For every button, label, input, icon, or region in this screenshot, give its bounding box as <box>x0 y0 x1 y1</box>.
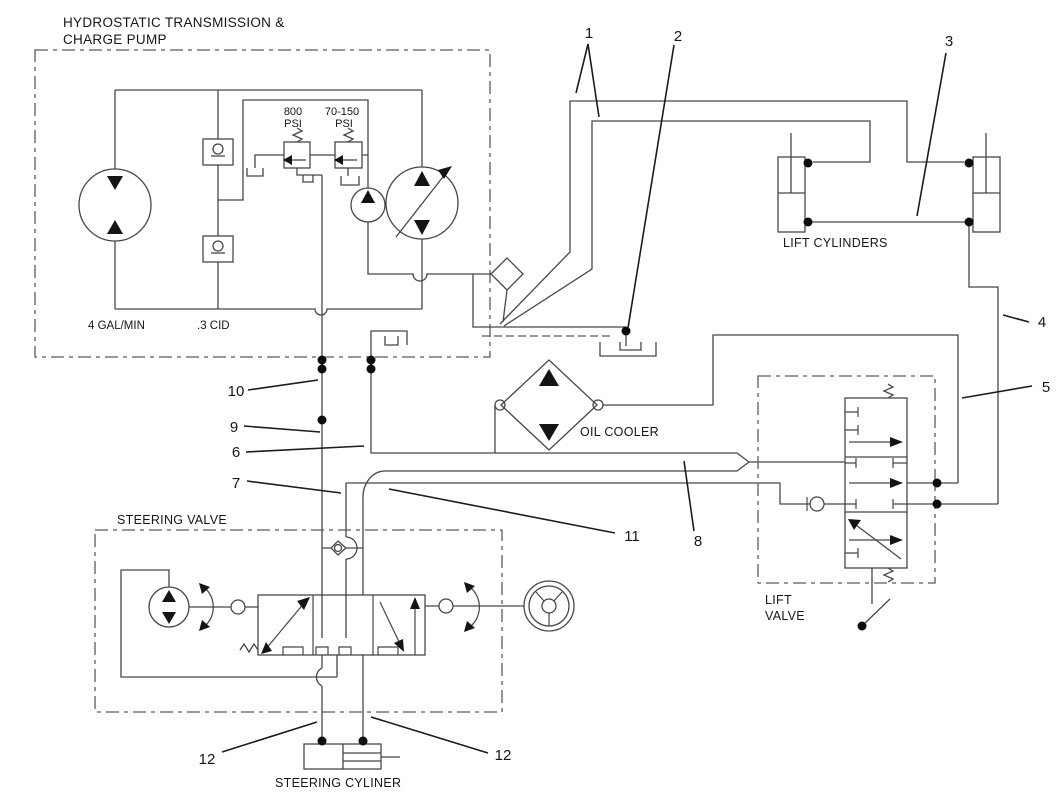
oil-cooler-label: OIL COOLER <box>580 425 659 439</box>
relief1-unit: PSI <box>284 118 302 130</box>
flow-arrow-icon <box>890 437 903 447</box>
spring-icon <box>293 128 302 142</box>
steering-wheel-spokes <box>536 592 562 626</box>
variable-displacement-pump <box>386 90 458 309</box>
leader-2 <box>628 45 674 328</box>
check-valve-icon <box>810 497 824 511</box>
spring-icon <box>240 644 258 652</box>
mid-pipes <box>322 175 845 638</box>
flow-arrow-icon <box>410 597 420 609</box>
junction-dot <box>804 159 813 168</box>
callout-8: 8 <box>693 533 703 550</box>
pump-triangle-icon <box>162 612 176 624</box>
feedback-loop-line <box>121 570 337 677</box>
relief1-pressure: 800 <box>283 106 303 118</box>
check-ball-icon <box>213 144 223 154</box>
cooler-triangle-icon <box>539 424 559 441</box>
lift-valve-label-line2: VALVE <box>765 609 805 623</box>
hose-line-1b <box>504 121 870 326</box>
variable-arrow-icon <box>438 166 452 179</box>
relief2-pressure: 70-150 <box>324 106 360 118</box>
callout-10: 10 <box>227 383 245 400</box>
callout-6: 6 <box>231 444 241 461</box>
junction-dot <box>318 737 327 746</box>
relief-valve-icon <box>284 142 310 168</box>
charge-pump-outlet-line <box>368 222 491 281</box>
rotation-arrowhead-icon <box>464 621 475 632</box>
filter-manifold <box>473 258 656 356</box>
callout-3: 3 <box>944 33 954 50</box>
pipe-line-7 <box>346 483 357 638</box>
callout-11: 11 <box>624 528 640 545</box>
flow-arrow-icon <box>394 639 404 652</box>
motor-triangle-icon <box>107 176 123 190</box>
callout-7: 7 <box>231 475 241 492</box>
pump-triangle-icon <box>414 220 430 235</box>
leader-1b <box>588 44 599 117</box>
junction-dot <box>318 356 327 365</box>
lift-valve-label-line1: LIFT <box>765 593 792 607</box>
junction-dot <box>804 218 813 227</box>
quick-disconnect-icon <box>600 342 656 356</box>
check-valve-icon <box>203 139 233 165</box>
leader-9 <box>244 426 320 432</box>
transmission-title-line1: HYDROSTATIC TRANSMISSION & <box>63 15 285 30</box>
leader-10 <box>248 380 318 390</box>
flow-arrow-icon <box>848 519 861 530</box>
junction-dot <box>318 365 327 374</box>
oil-cooler <box>495 335 958 483</box>
cylinder-piston <box>343 744 400 769</box>
drain-tank-icon <box>247 155 284 176</box>
junction-dot <box>318 416 327 425</box>
lift-valve <box>758 376 998 626</box>
junction-dot <box>965 218 974 227</box>
loop-bottom-line <box>115 309 422 315</box>
drain-bracket-icon <box>297 168 322 182</box>
junction-dot <box>933 500 942 509</box>
leader-6 <box>246 446 364 452</box>
relief-valve-icon <box>335 142 362 168</box>
leader-12-right <box>371 717 488 753</box>
valve-port-marks <box>283 647 398 655</box>
callout-numbers <box>199 25 1051 768</box>
cylinder-feed-line <box>316 655 322 741</box>
steering-valve-label: STEERING VALVE <box>117 513 228 527</box>
junction-dot <box>933 479 942 488</box>
leader-11 <box>389 489 615 533</box>
leader-4 <box>1003 315 1029 322</box>
spring-icon <box>884 384 893 398</box>
transmission-loop <box>115 90 422 315</box>
steering-cylinder <box>275 744 401 790</box>
flow-arrow-icon <box>297 597 310 610</box>
steering-wheel-hub <box>542 599 556 613</box>
callout-9: 9 <box>229 419 239 436</box>
inline-check-icon <box>331 541 346 555</box>
pump-displacement-label: .3 CID <box>197 320 230 332</box>
flow-arrow-icon <box>890 478 903 488</box>
leader-7 <box>247 481 341 493</box>
hose-line-1a <box>500 101 964 324</box>
junction-dot <box>858 622 867 631</box>
pipe-line-11 <box>363 462 749 595</box>
cooler-port-icon <box>593 400 603 410</box>
rotation-arrow-icon <box>470 587 479 627</box>
leader-1a <box>576 44 588 93</box>
junction-dot <box>367 365 376 374</box>
lift-cylinders <box>778 133 1000 250</box>
joint-circle-icon <box>231 600 245 614</box>
junction-dot <box>359 737 368 746</box>
junction-dot <box>367 356 376 365</box>
cooler-port-icon <box>495 400 505 410</box>
callout-12-left: 12 <box>198 751 216 768</box>
lever-icon <box>862 568 890 626</box>
pump-triangle-icon <box>414 171 430 186</box>
charge-pump-flow-label: 4 GAL/MIN <box>88 320 145 332</box>
spring-icon <box>884 568 893 582</box>
steering-cylinder-label: STEERING CYLINER <box>275 776 402 790</box>
cooler-triangle-icon <box>539 369 559 386</box>
check-valve-icon <box>203 236 233 262</box>
check-ball-icon <box>213 241 223 251</box>
return-line-4 <box>969 222 998 504</box>
charge-circuit <box>218 100 368 200</box>
steering-valve-dashed-box <box>95 530 502 712</box>
pump-triangle-icon <box>162 590 176 602</box>
callout-12-right: 12 <box>494 747 512 764</box>
callout-4: 4 <box>1037 314 1047 331</box>
lift-cylinders-label: LIFT CYLINDERS <box>783 236 888 250</box>
charge-pump <box>351 188 491 281</box>
filter-icon <box>491 258 523 290</box>
cylinder-piston <box>973 133 1000 193</box>
motor-triangle-icon <box>107 220 123 234</box>
spring-icon <box>344 128 353 142</box>
lift-valve-work-lines <box>907 483 998 504</box>
manifold-line <box>473 274 626 346</box>
cylinder-piston <box>778 133 805 193</box>
hydrostatic-motor <box>79 90 151 309</box>
pipe-line-7-to-lift-valve <box>346 483 845 504</box>
leader-3 <box>917 53 946 216</box>
valve-port-marks <box>845 548 858 558</box>
joint-circle-icon <box>439 599 453 613</box>
quick-disconnect-icon <box>371 331 407 345</box>
callout-2: 2 <box>673 28 683 45</box>
valve-port-marks <box>845 407 858 435</box>
leader-5 <box>962 386 1032 398</box>
pipe-line-6 <box>371 345 749 462</box>
junction-dot <box>622 327 631 336</box>
callout-5: 5 <box>1041 379 1051 396</box>
callout-1: 1 <box>584 25 594 42</box>
leader-12-left <box>222 722 317 752</box>
drain-bracket-icon <box>341 168 359 185</box>
valve-diagonal-line <box>265 602 305 650</box>
lift-valve-dashed-box <box>758 376 935 583</box>
pump-triangle-icon <box>361 190 375 203</box>
relief2-unit: PSI <box>335 118 353 130</box>
junction-dot <box>965 159 974 168</box>
rotation-arrowhead-icon <box>464 582 475 593</box>
inline-check-ball-icon <box>335 545 342 552</box>
cooler-return-line-5 <box>603 335 958 483</box>
flow-arrow-icon <box>890 535 903 545</box>
transmission-title-line2: CHARGE PUMP <box>63 32 167 47</box>
